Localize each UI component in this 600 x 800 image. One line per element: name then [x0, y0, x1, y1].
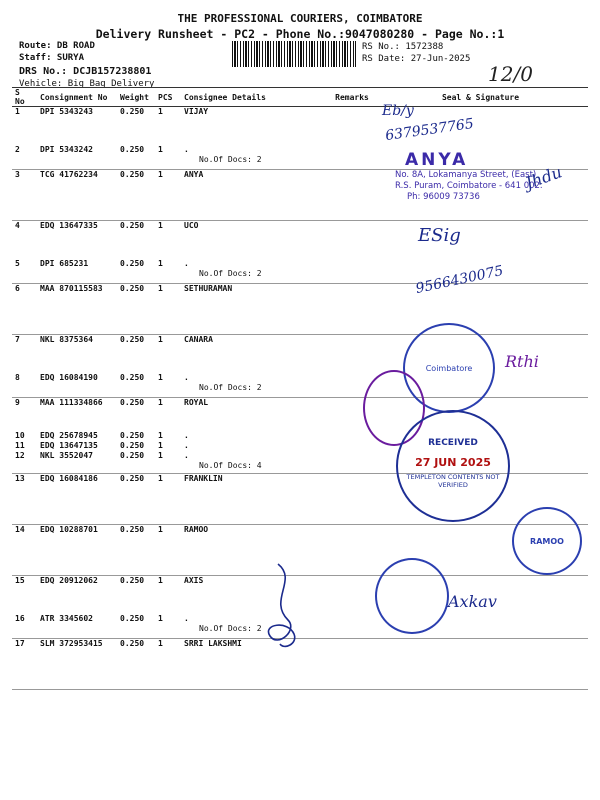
row-consignment: EDQ 13647135: [40, 441, 98, 450]
row-pcs: 1: [158, 431, 163, 440]
row-seal: [373, 639, 588, 690]
table-row: [12, 170, 588, 221]
row-docs-count: No.Of Docs: 2: [199, 269, 262, 278]
row-pcs: 1: [158, 398, 163, 407]
row-weight: 0.250: [117, 284, 155, 335]
row-consignee: . No.Of Docs: 2: [181, 614, 331, 639]
row-weight: 0.250: [120, 335, 145, 344]
row-consignee: ANYA: [181, 170, 331, 221]
row-sno: 15: [15, 576, 25, 585]
table-row: [12, 335, 588, 374]
table-row: [12, 576, 588, 615]
received-date: 27 JUN 2025: [415, 456, 491, 469]
row-consignee: FRANKLIN: [181, 474, 331, 525]
row-consignee: VIJAY: [184, 107, 209, 116]
table-row: [12, 259, 588, 284]
row-weight: 0.250: [120, 398, 145, 407]
row-sno: 14: [12, 525, 37, 576]
anya-stamp-phone: Ph: 96009 73736: [407, 192, 480, 202]
rs-date: RS Date: 27-Jun-2025: [362, 54, 471, 64]
row-remarks: [331, 614, 373, 639]
row-weight: 0.250: [117, 145, 155, 170]
row-weight: 0.250: [117, 259, 155, 284]
anya-stamp-name: ANYA: [405, 150, 469, 170]
row-consignee: AXIS: [184, 576, 204, 585]
row-pcs: 1: [155, 373, 181, 398]
table-row: [12, 525, 588, 576]
vehicle-label: Vehicle: Big Bag Delivery: [19, 79, 155, 89]
row-consignment: NKL 3552047: [37, 451, 117, 474]
anya-stamp-addr1: No. 8A, Lokamanya Street, (East): [395, 170, 537, 180]
row-pcs: 1: [155, 170, 181, 221]
row-consignment: EDQ 13647335: [40, 221, 98, 230]
route-info: [19, 40, 154, 90]
row-consignment: DPI 5343242: [37, 145, 117, 170]
runsheet-subtitle: Delivery Runsheet - PC2 - Phone No.:9047080280 - Page No.:1: [95, 27, 505, 41]
row-sno: 17: [12, 639, 37, 690]
row-remarks: [331, 441, 373, 451]
row-seal: [373, 221, 588, 260]
row-pcs: 1: [158, 107, 163, 116]
row-sno: 2: [12, 145, 37, 170]
row-seal: [373, 335, 588, 374]
table-header: [12, 88, 588, 107]
row-sno: 13: [12, 474, 37, 525]
row-weight: 0.250: [120, 221, 145, 230]
row-pcs: 1: [155, 145, 181, 170]
table-row: [12, 614, 588, 639]
row-pcs: 1: [155, 451, 181, 474]
col-weight: Weight: [117, 88, 155, 107]
row-remarks: [331, 431, 373, 441]
row-weight: 0.250: [117, 170, 155, 221]
row-weight: 0.250: [120, 441, 145, 450]
handwritten-phone-2: 9566430075: [414, 262, 505, 298]
row-sno: 7: [15, 335, 20, 344]
row-sno: 5: [12, 259, 37, 284]
table-row: [12, 373, 588, 398]
row-consignment: EDQ 25678945: [40, 431, 98, 440]
row-pcs: 1: [155, 525, 181, 576]
col-consignment: Consignment No: [37, 88, 117, 107]
row-remarks: [331, 221, 373, 260]
row-consignment: SLM 372953415: [37, 639, 117, 690]
row-sno: 6: [12, 284, 37, 335]
row-seal: [373, 431, 588, 441]
table-row: [12, 398, 588, 432]
row-consignment: TCG 41762234: [37, 170, 117, 221]
row-seal: [373, 145, 588, 170]
row-seal: [373, 441, 588, 451]
col-pcs: PCS: [155, 88, 181, 107]
row-seal: [373, 284, 588, 335]
row-seal: [373, 451, 588, 474]
row-weight: 0.250: [117, 474, 155, 525]
row-pcs: 1: [155, 259, 181, 284]
row-sno: 3: [12, 170, 37, 221]
row-consignment: EDQ 16084190: [37, 373, 117, 398]
row-seal: [373, 373, 588, 398]
table-row: [12, 474, 588, 525]
received-sub: TEMPLETON CONTENTS NOT VERIFIED: [406, 473, 500, 489]
row-consignee: . No.Of Docs: 2: [181, 259, 331, 284]
row-remarks: [331, 145, 373, 170]
row-remarks: [331, 107, 373, 146]
row-sno: 1: [15, 107, 20, 116]
drs-label: DRS No.: DCJB157238801: [19, 66, 152, 77]
signature-1: Eb/y: [382, 103, 414, 119]
row-remarks: [331, 639, 373, 690]
row-consignment: EDQ 20912062: [40, 576, 98, 585]
row-consignee: . No.Of Docs: 2: [181, 373, 331, 398]
row-remarks: [331, 474, 373, 525]
table-row: [12, 431, 588, 441]
col-remarks: Remarks: [331, 88, 373, 107]
row-remarks: [331, 576, 373, 615]
row-remarks: [331, 170, 373, 221]
row-consignment: DPI 5343243: [40, 107, 93, 116]
row-consignment: EDQ 10288701: [37, 525, 117, 576]
barcode: [232, 41, 356, 67]
row-pcs: 1: [158, 221, 163, 230]
row-consignee: SRRI LAKSHMI: [181, 639, 331, 690]
row-seal: [373, 525, 588, 576]
row-consignee: CANARA: [184, 335, 213, 344]
row-consignment: MAA 870115583: [37, 284, 117, 335]
row-consignment: NKL 8375364: [40, 335, 93, 344]
row-pcs: 1: [158, 335, 163, 344]
staff-label: Staff: SURYA: [19, 53, 85, 63]
rs-info: [362, 41, 470, 65]
row-pcs: 1: [155, 639, 181, 690]
row-consignee: ROYAL: [184, 398, 209, 407]
row-consignee: RAMOO: [181, 525, 331, 576]
row-docs-count: No.Of Docs: 2: [199, 155, 262, 164]
table-row: [12, 639, 588, 690]
row-sno: 8: [12, 373, 37, 398]
row-docs-count: No.Of Docs: 2: [199, 624, 262, 633]
row-seal: [373, 107, 588, 146]
row-remarks: [331, 284, 373, 335]
row-consignment: MAA 111334866: [40, 398, 103, 407]
row-consignee: .: [184, 441, 189, 450]
row-pcs: 1: [158, 576, 163, 585]
row-weight: 0.250: [120, 431, 145, 440]
row-sno: 10: [15, 431, 25, 440]
row-sno: 12: [12, 451, 37, 474]
row-consignment: EDQ 16084186: [37, 474, 117, 525]
row-pcs: 1: [155, 284, 181, 335]
row-pcs: 1: [158, 441, 163, 450]
table-row: [12, 145, 588, 170]
row-docs-count: No.Of Docs: 2: [199, 383, 262, 392]
rs-number: RS No.: 1572388: [362, 42, 444, 52]
row-consignee: . No.Of Docs: 2: [181, 145, 331, 170]
row-consignee: .: [184, 431, 189, 440]
signature-5: Rthi: [505, 352, 539, 371]
row-docs-count: No.Of Docs: 4: [199, 461, 262, 470]
signature-6: Axkav: [448, 592, 497, 611]
row-pcs: 1: [155, 474, 181, 525]
col-consignee: Consignee Details: [181, 88, 331, 107]
row-seal: [373, 614, 588, 639]
row-seal: [373, 576, 588, 615]
signature-4: ESig: [418, 225, 461, 246]
row-consignee: . No.Of Docs: 4: [181, 451, 331, 474]
coimbatore-seal-text: Coimbatore: [425, 363, 473, 373]
row-sno: 11: [15, 441, 25, 450]
row-consignment: DPI 685231: [37, 259, 117, 284]
row-weight: 0.250: [117, 639, 155, 690]
row-pcs: 1: [155, 614, 181, 639]
row-weight: 0.250: [117, 373, 155, 398]
row-weight: 0.250: [117, 451, 155, 474]
handwritten-phone: 6379537765: [384, 115, 475, 145]
runsheet-table: [12, 87, 588, 690]
table-row: [12, 221, 588, 260]
row-seal: [373, 259, 588, 284]
col-seal: Seal & Signature: [373, 88, 588, 107]
handwritten-count: 12/0: [488, 62, 533, 86]
table-row: [12, 441, 588, 451]
row-weight: 0.250: [117, 525, 155, 576]
table-row: [12, 107, 588, 146]
ramoo-seal-text: RAMOO: [530, 536, 564, 546]
table-row: [12, 284, 588, 335]
signature-3: Jhdu: [522, 162, 565, 193]
route-label: Route: DB ROAD: [19, 41, 95, 51]
row-weight: 0.250: [120, 576, 145, 585]
row-consignee: SETHURAMAN: [181, 284, 331, 335]
company-title: THE PROFESSIONAL COURIERS, COIMBATORE: [177, 12, 423, 25]
row-seal: [373, 474, 588, 525]
table-row: [12, 451, 588, 474]
row-remarks: [331, 451, 373, 474]
col-sno: S No: [12, 88, 37, 107]
anya-stamp-addr2: R.S. Puram, Coimbatore - 641 002.: [395, 181, 543, 191]
row-seal: [373, 398, 588, 432]
row-consignment: ATR 3345602: [37, 614, 117, 639]
row-remarks: [331, 525, 373, 576]
row-weight: 0.250: [120, 107, 145, 116]
row-remarks: [331, 259, 373, 284]
row-remarks: [331, 398, 373, 432]
row-sno: 16: [12, 614, 37, 639]
row-remarks: [331, 373, 373, 398]
row-sno: 4: [15, 221, 20, 230]
row-remarks: [331, 335, 373, 374]
row-sno: 9: [15, 398, 20, 407]
row-consignee: UCO: [184, 221, 199, 230]
row-weight: 0.250: [117, 614, 155, 639]
row-seal: [373, 170, 588, 221]
received-label: RECEIVED: [428, 438, 478, 448]
